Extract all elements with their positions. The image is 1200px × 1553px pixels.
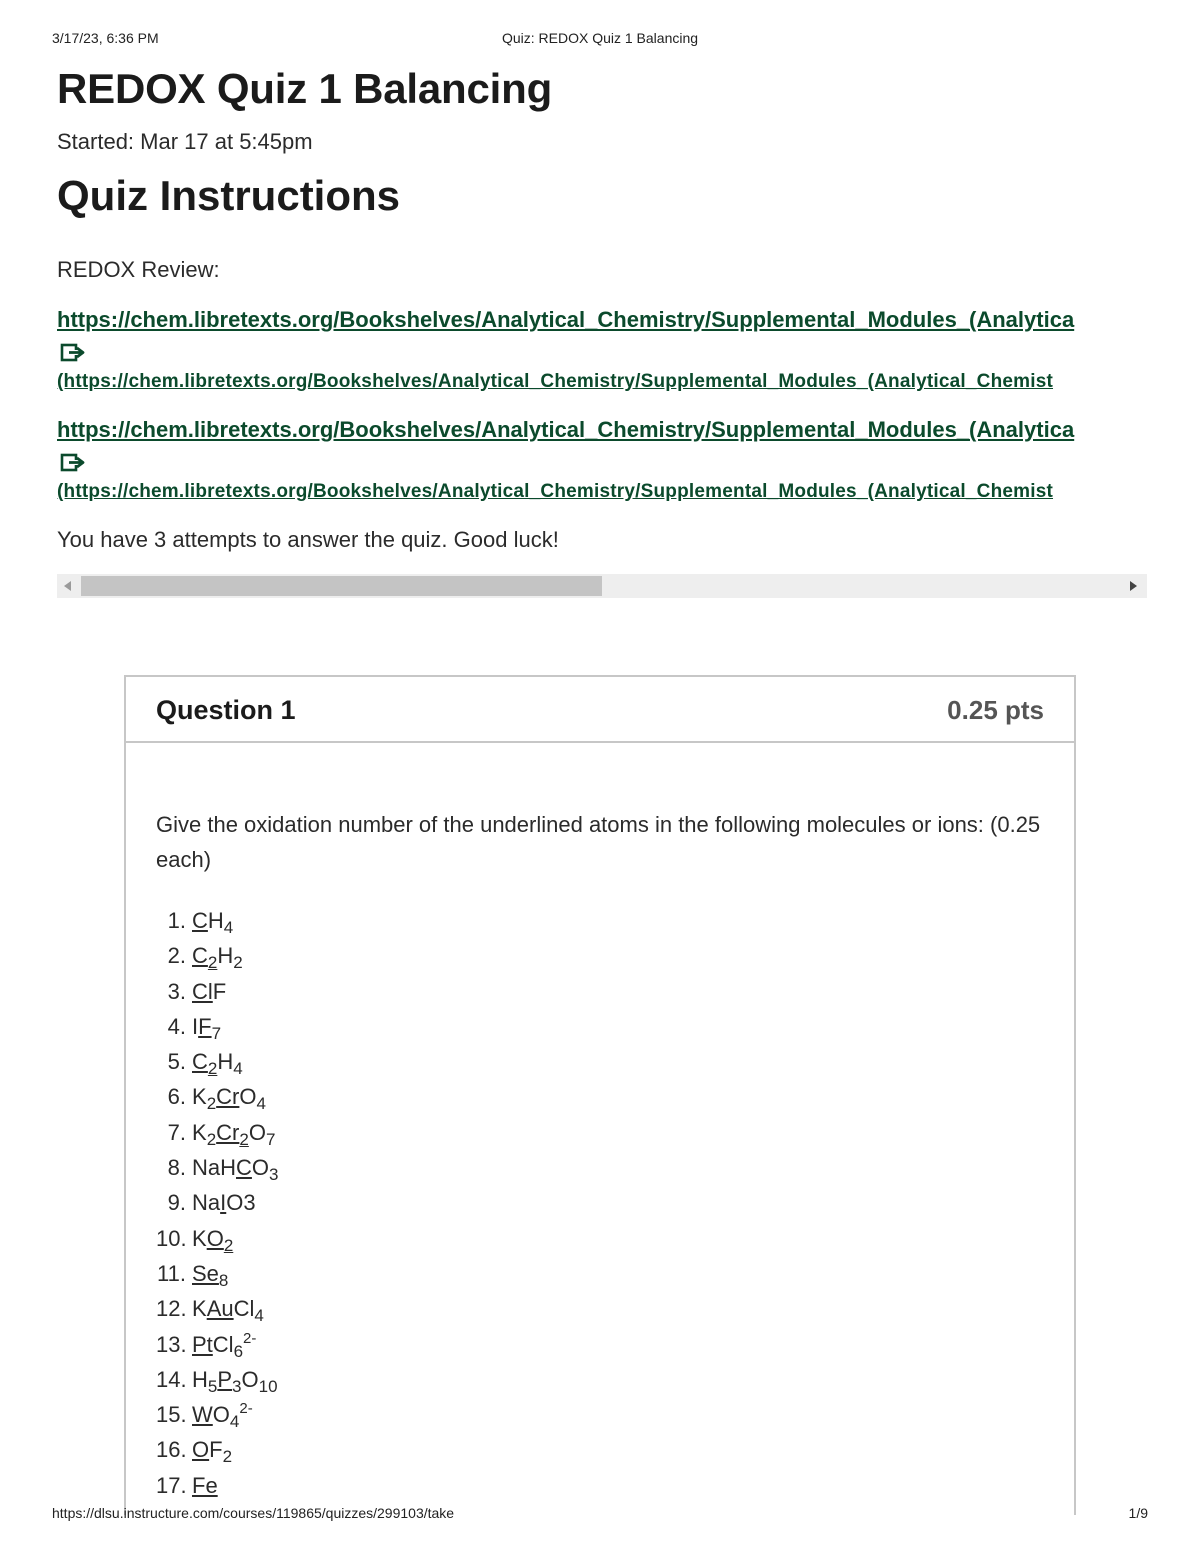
list-item [156,1044,1044,1079]
external-link-icon[interactable] [57,452,87,474]
item-number: 3. [167,978,186,1004]
formula-part: 4 [223,918,234,937]
print-doc-title: Quiz: REDOX Quiz 1 Balancing [501,30,699,46]
formula-part: K [192,1084,207,1110]
formula-part: O [212,1402,230,1428]
list-item [156,1362,1044,1397]
underlined-atom: I [220,1190,227,1216]
review-link-1-full-url[interactable]: (https://chem.libretexts.org/Bookshelves/Analytical_Chemistry/Supplemental_Modules_(Analytical_Chemist [57,371,1054,392]
arrow-left-icon[interactable] [64,581,71,591]
list-item [156,1397,1044,1432]
chemical-formula [192,1119,276,1149]
review-link-1 [57,306,1147,394]
item-number: 1. [167,908,186,933]
formula-part: 2 [233,953,243,973]
review-link-2 [57,416,1147,504]
started-timestamp: Started: Mar 17 at 5:45pm [57,129,313,154]
quiz-content [57,62,1147,598]
list-item [156,1221,1044,1256]
formula-part: 8 [218,1270,229,1290]
formula-part: I [192,1013,199,1039]
question-prompt: Give the oxidation number of the underlined atoms in the following molecules or ions: (0.25 each) [156,812,1041,872]
underlined-atom: 2 [239,1129,249,1149]
underlined-atom: F [198,1013,212,1039]
formula-part: 2 [206,1129,217,1149]
chemical-formula [192,1437,233,1467]
item-number: 16. [156,1437,187,1463]
question-header [126,677,1074,743]
formula-part: F [212,978,227,1004]
list-item [156,1009,1044,1044]
formula-part: 2 [222,1447,233,1467]
formula-part: K [192,1119,207,1145]
instructions-heading: Quiz Instructions [57,172,401,219]
formula-part: 2 [206,1094,217,1114]
question-card [124,675,1076,1515]
underlined-atom: Se [192,1260,219,1286]
underlined-atom: Fe [192,1472,218,1498]
formula-part: 7 [211,1023,222,1043]
formula-part: O [251,1155,270,1181]
formula-part: O [241,1366,259,1392]
list-item [156,938,1044,973]
page-number: 1/9 [1128,1505,1148,1521]
formula-part: O3 [226,1190,256,1216]
underlined-atom: O [192,1437,210,1463]
item-number: 2. [167,943,186,969]
formula-part: H [217,943,234,969]
underlined-atom: 2 [207,953,218,973]
formula-part: 6 [233,1341,244,1361]
formula-part: H [217,1049,234,1075]
review-link-2-url[interactable]: https://chem.libretexts.org/Bookshelves/Analytical_Chemistry/Supplemental_Modules_(Analytica [57,417,1075,442]
chemical-formula [192,1296,264,1326]
review-link-2-full-url[interactable]: (https://chem.libretexts.org/Bookshelves/Analytical_Chemistry/Supplemental_Modules_(Analytical_Chemist [57,481,1054,502]
formula-part: Cl [233,1296,255,1322]
review-link-1-url[interactable]: https://chem.libretexts.org/Bookshelves/Analytical_Chemistry/Supplemental_Modules_(Analytica [57,307,1075,332]
underlined-atom: 2 [223,1235,234,1255]
list-item [156,974,1044,1009]
external-link-icon[interactable] [57,342,87,364]
formula-part: F [209,1437,223,1463]
chemical-formula [192,1049,243,1079]
formula-part: H [192,1366,208,1392]
item-number: 8. [167,1155,186,1181]
item-number: 17. [156,1472,187,1498]
list-item [156,1115,1044,1150]
print-header [52,30,1148,50]
list-item [156,1291,1044,1326]
chemical-formula [192,1084,266,1114]
formula-part: 5 [207,1376,218,1396]
item-number: 10. [156,1225,187,1251]
item-number: 7. [167,1119,186,1145]
item-number: 4. [167,1013,186,1039]
underlined-atom: C [192,943,208,969]
chemical-formula [192,1225,234,1255]
formula-part: K [192,1225,207,1251]
formula-part: 3 [269,1165,279,1185]
print-footer [52,1505,1148,1525]
item-number: 11. [157,1260,186,1286]
underlined-atom: Pt [192,1331,213,1357]
attempts-note: You have 3 attempts to answer the quiz. Good luck! [57,527,559,552]
item-number: 14. [156,1366,187,1392]
underlined-atom: Cr [216,1119,240,1145]
chemical-formula [192,943,243,973]
scrollbar-thumb[interactable] [81,576,602,596]
formula-part: NaH [192,1155,237,1181]
underlined-atom: Cr [216,1084,240,1110]
chemical-formula [192,1366,278,1396]
list-item [156,1256,1044,1291]
list-item [156,1150,1044,1185]
item-number: 15. [156,1402,187,1428]
formula-part: O [239,1084,257,1110]
formula-part: 2- [239,1400,253,1418]
formula-part: Cl [212,1331,234,1357]
formula-part: 4 [233,1059,243,1079]
formula-part: 10 [258,1376,278,1396]
underlined-atom: Au [206,1296,234,1322]
chemical-formula [192,1155,279,1185]
arrow-right-icon[interactable] [1130,581,1137,591]
chemical-formula [192,979,226,1004]
underlined-atom: C [192,908,208,933]
horizontal-scrollbar[interactable] [57,574,1147,598]
formula-part: 4 [256,1094,266,1114]
underlined-atom: C [192,1049,208,1075]
formula-part: 7 [265,1129,276,1149]
chemical-formula [192,1329,257,1361]
question-title: Question 1 [156,695,296,725]
chemical-formula [192,1190,256,1215]
review-label: REDOX Review: [57,257,220,282]
item-number: 9. [167,1190,186,1216]
underlined-atom: 2 [207,1059,218,1079]
list-item [156,903,1044,938]
underlined-atom: O [206,1225,224,1251]
formula-part: 4 [254,1306,264,1326]
print-date: 3/17/23, 6:36 PM [52,30,159,46]
print-url: https://dlsu.instructure.com/courses/119865/quizzes/299103/take [52,1505,455,1521]
item-number: 13. [156,1331,187,1357]
question-body [126,743,1074,1503]
formula-part: Na [192,1190,221,1216]
underlined-atom: P [217,1366,233,1392]
list-item [156,1079,1044,1114]
formula-part: H [207,908,224,933]
chemical-formula [192,908,234,937]
chemical-formula [192,1013,222,1043]
formula-list [156,903,1044,1503]
underlined-atom: Cl [192,978,213,1004]
formula-part: 3 [232,1376,242,1396]
chemical-formula [192,1260,229,1290]
question-points: 0.25 pts [947,695,1044,725]
page-title: REDOX Quiz 1 Balancing [57,65,553,112]
item-number: 6. [167,1084,186,1110]
chemical-formula [192,1473,218,1498]
list-item [156,1468,1044,1503]
underlined-atom: C [236,1155,252,1181]
item-number: 12. [156,1296,187,1322]
formula-part: K [192,1296,207,1322]
formula-part: O [248,1119,266,1145]
chemical-formula [192,1400,253,1432]
list-item [156,1432,1044,1467]
underlined-atom: W [192,1402,213,1428]
formula-part: 4 [229,1412,240,1432]
item-number: 5. [167,1049,186,1075]
list-item [156,1327,1044,1362]
list-item [156,1185,1044,1220]
formula-part: 2- [243,1329,257,1347]
